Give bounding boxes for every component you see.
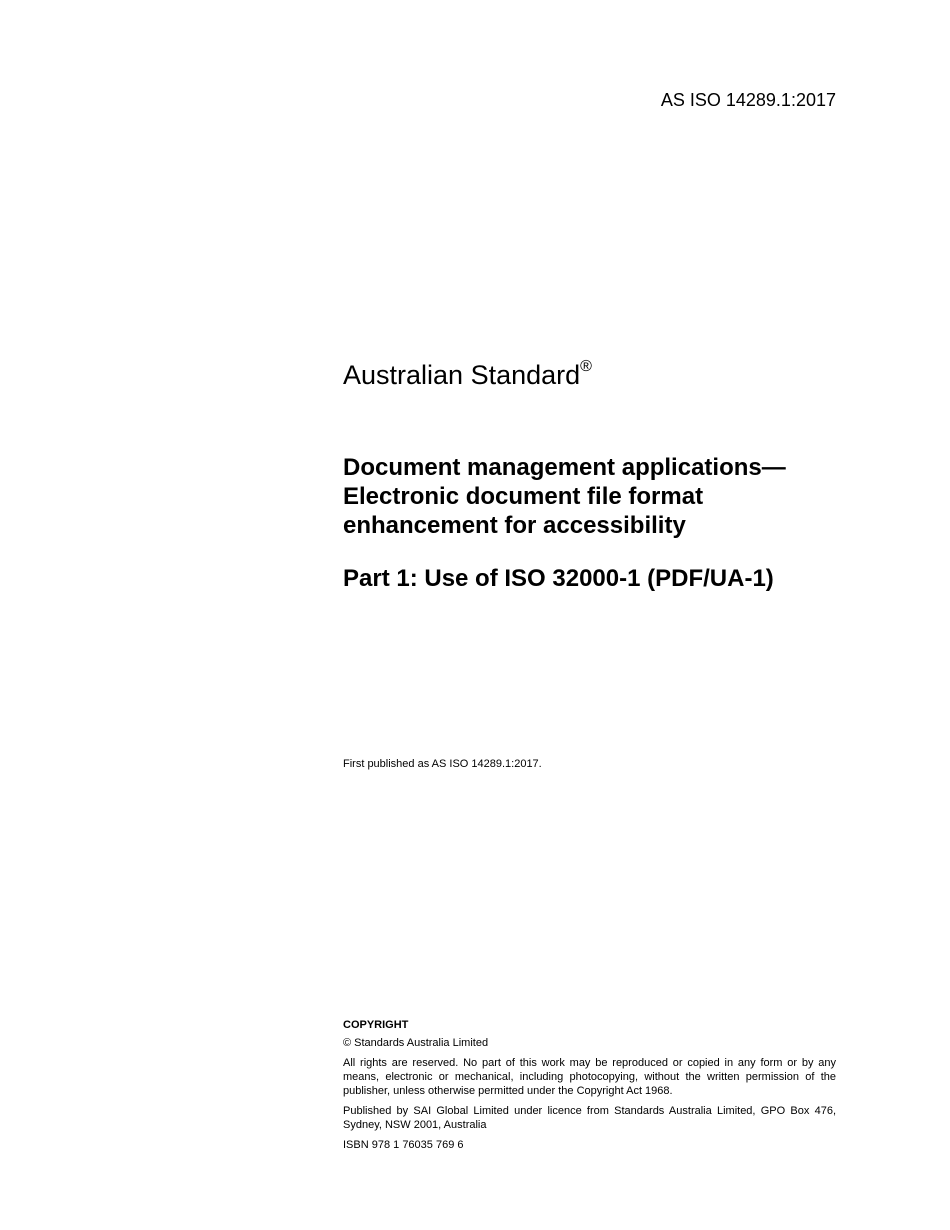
title-line: Document management applications— [343, 454, 786, 481]
rights-statement: All rights are reserved. No part of this work may be reproduced or copied in any form or by any means, electronic or mechanical, including photocopying, without the written permission of the publisher, unless otherwise permitted under the Copyright Act 1968. [343, 1057, 836, 1097]
title-line: enhancement for accessibility [343, 512, 686, 539]
standard-brand [343, 360, 592, 391]
isbn: ISBN 978 1 76035 769 6 [343, 1139, 464, 1151]
document-title [343, 453, 843, 540]
copyright-heading: COPYRIGHT [343, 1019, 409, 1031]
copyright-block [343, 1018, 836, 1158]
brand-name: Australian Standard [343, 360, 581, 390]
document-number: AS ISO 14289.1:2017 [660, 90, 836, 110]
publisher-statement: Published by SAI Global Limited under licence from Standards Australia Limited, GPO Box 476, Sydney, NSW 2001, Australia [343, 1105, 836, 1131]
registered-mark: ® [580, 358, 592, 375]
title-line: Electronic document file format [343, 483, 704, 510]
first-published-note: First published as AS ISO 14289.1:2017. [343, 758, 542, 770]
copyright-owner: © Standards Australia Limited [343, 1037, 489, 1049]
part-title: Part 1: Use of ISO 32000-1 (PDF/UA-1) [343, 565, 774, 592]
